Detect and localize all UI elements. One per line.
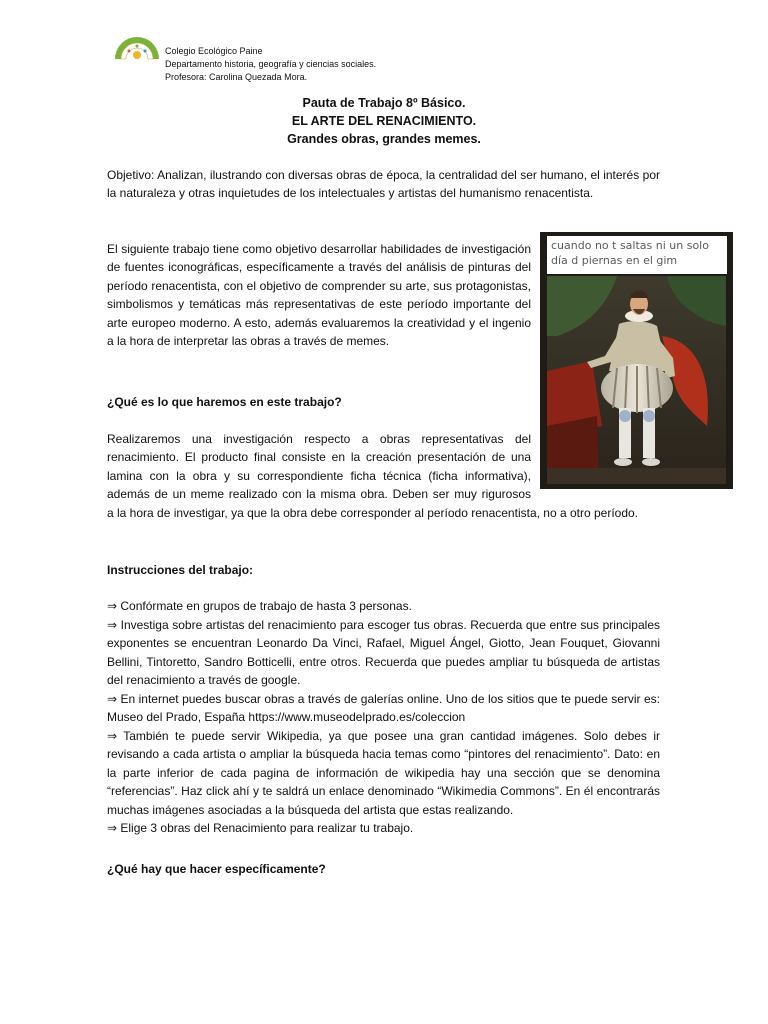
meme-image — [540, 232, 733, 489]
description-line: lamina con la obra y su correspondiente ficha técnica (ficha informativa), — [107, 468, 531, 483]
teacher-name: Profesora: Carolina Quezada Mora. — [165, 72, 308, 82]
description-line: además de un meme realizado con la misma obra. Deben ser muy rigurosos — [107, 487, 531, 502]
objective-paragraph: Objetivo: Analizan, ilustrando con diversas obras de época, la centralidad del ser humano, el interés por la naturaleza y otras inquietudes de los intelectuales y artistas del humanismo renacentista. — [107, 168, 660, 201]
title-line-1: Pauta de Trabajo 8º Básico. — [302, 96, 466, 110]
instruction-item: ⇒ En internet puedes buscar obras a través de galerías online. Uno de los sitios que te puede servir es: Museo del Prado, España https://www.museodelprado.es/coleccion — [107, 691, 660, 724]
instruction-item: ⇒ Confórmate en grupos de trabajo de hasta 3 personas. — [107, 599, 412, 613]
school-info — [165, 45, 376, 84]
instruction-item: ⇒ También te puede servir Wikipedia, ya que posee una gran cantidad imágenes. Solo debes ir revisando a cada artista o ampliar la búsqueda hacia temas como “pintores del renacimiento”. Dato: en la parte inferior de cada pagina de información de wikipedia hay una sección que se denomina “referencias”. Haz click ahí y te saldrá un enlace denominado “Wikimedia Commons”. En él encontrarás muchas imágenes asociadas a la búsqueda del artista que estas realizando. — [107, 728, 660, 817]
instructions-heading: Instrucciones del trabajo: — [107, 563, 254, 577]
meme-caption: cuando no t saltas ni un solo día d piernas en el gim — [547, 236, 727, 274]
instruction-item: ⇒ Elige 3 obras del Renacimiento para realizar tu trabajo. — [107, 821, 414, 835]
title-line-2: EL ARTE DEL RENACIMIENTO. — [291, 114, 477, 128]
school-name: Colegio Ecológico Paine — [165, 46, 263, 56]
title-line-3: Grandes obras, grandes memes. — [287, 132, 481, 146]
question-heading-1: ¿Qué es lo que haremos en este trabajo? — [107, 395, 342, 409]
school-logo — [113, 37, 161, 61]
description-line: renacimiento. El producto final consiste en la creación presentación de una — [107, 450, 531, 465]
description-line: Realizaremos una investigación respecto a obras representativas del — [107, 432, 531, 446]
document-title — [0, 94, 768, 148]
description-tail: a la hora de investigar, ya que la obra debe corresponder al período renacentista, no a otro período. — [107, 506, 639, 520]
intro-paragraph: El siguiente trabajo tiene como objetivo desarrollar habilidades de investigación de fuentes iconográficas, específicamente a través del análisis de pinturas del período renacentista, con el objetivo de comprender su arte, sus protagonistas, simbolismos y temáticas más representativas de este período importante del arte europeo moderno. A esto, además evaluaremos la creatividad y el ingenio a la hora de interpretar las obras a través de memes. — [107, 242, 531, 349]
department-name: Departamento historia, geografía y ciencias sociales. — [165, 59, 377, 69]
instructions-list — [107, 597, 660, 838]
renaissance-portrait-painting — [547, 276, 726, 484]
instruction-item: ⇒ Investiga sobre artistas del renacimiento para escoger tus obras. Recuerda que entre sus principales exponentes se encuentran Leonardo Da Vinci, Rafael, Miguel Ángel, Giotto, Jean Fouquet, Giovanni Bellini, Tintoretto, Sandro Botticelli, entre otros. Recuerda que puedes ampliar tu búsqueda de artistas del renacimiento a través de google. — [107, 617, 660, 687]
description-paragraph — [107, 430, 531, 504]
question-heading-2: ¿Qué hay que hacer específicamente? — [107, 862, 326, 876]
